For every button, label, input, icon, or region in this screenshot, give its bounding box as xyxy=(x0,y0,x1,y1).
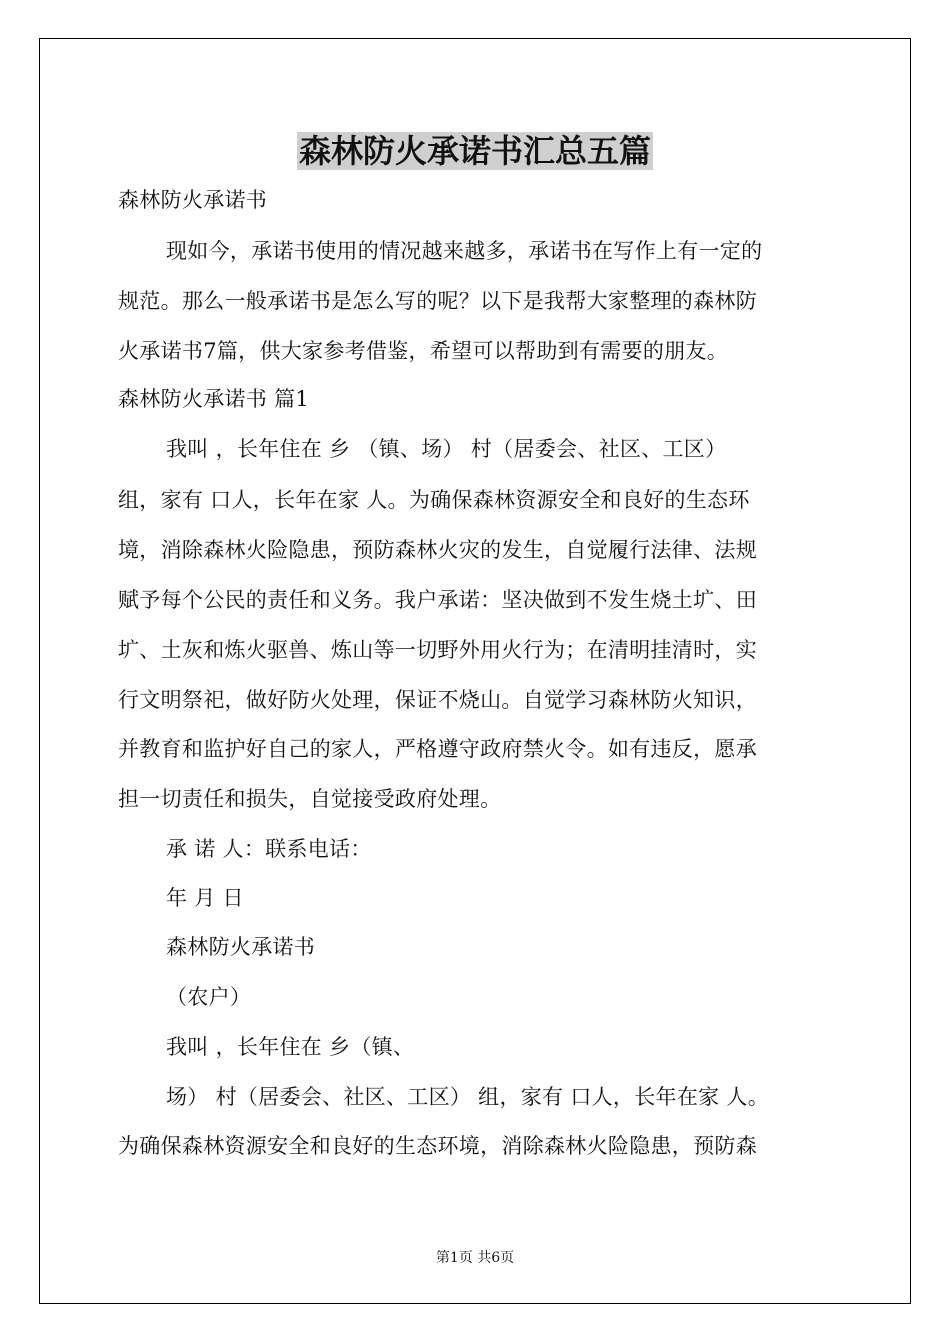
paragraph-line: 圹、土灰和炼火驱兽、炼山等一切野外用火行为；在清明挂清时，实 xyxy=(118,638,757,662)
paragraph-line: 我叫 ，长年住在 乡 （镇、场） 村（居委会、社区、工区） xyxy=(166,437,727,461)
title-text: 森林防火承诺书汇总五篇 xyxy=(298,132,651,170)
document-page xyxy=(39,38,911,1304)
document-title xyxy=(40,131,910,171)
section-heading: 森林防火承诺书 xyxy=(166,935,316,959)
paragraph-line: 并教育和监护好自己的家人，严格遵守政府禁火令。如有违反，愿承 xyxy=(118,737,757,761)
page-footer: 第1页 共6页 xyxy=(435,1250,515,1266)
paragraph-line: 为确保森林资源安全和良好的生态环境，消除森林火险隐患，预防森 xyxy=(118,1134,757,1158)
paragraph-line: 境，消除森林火险隐患，预防森林火灾的发生，自觉履行法律、法规 xyxy=(118,538,757,562)
paragraph-line: 赋予每个公民的责任和义务。我户承诺：坚决做到不发生烧土圹、田 xyxy=(118,588,757,612)
paragraph-line: 行文明祭祀，做好防火处理，保证不烧山。自觉学习森林防火知识， xyxy=(118,688,757,712)
section-heading: 森林防火承诺书 xyxy=(118,188,268,212)
section-heading: 森林防火承诺书 篇1 xyxy=(118,387,310,411)
paragraph-line: 现如今，承诺书使用的情况越来越多，承诺书在写作上有一定的 xyxy=(166,239,763,263)
paragraph-line: 火承诺书7篇，供大家参考借鉴，希望可以帮助到有需要的朋友。 xyxy=(118,339,729,363)
signature-line: 承 诺 人：联系电话： xyxy=(166,837,372,861)
paragraph-line: 我叫 ，长年住在 乡（镇、 xyxy=(166,1035,415,1059)
paragraph-line: 场） 村（居委会、社区、工区） 组，家有 口人，长年在家 人。 xyxy=(166,1085,769,1109)
paragraph-line: 担一切责任和损失，自觉接受政府处理。 xyxy=(118,787,502,811)
subheading: （农户） xyxy=(166,985,252,1009)
paragraph-line: 组，家有 口人，长年在家 人。为确保森林资源安全和良好的生态环 xyxy=(118,488,750,512)
paragraph-line: 规范。那么一般承诺书是怎么写的呢？以下是我帮大家整理的森林防 xyxy=(118,289,757,313)
date-line: 年 月 日 xyxy=(166,886,244,910)
